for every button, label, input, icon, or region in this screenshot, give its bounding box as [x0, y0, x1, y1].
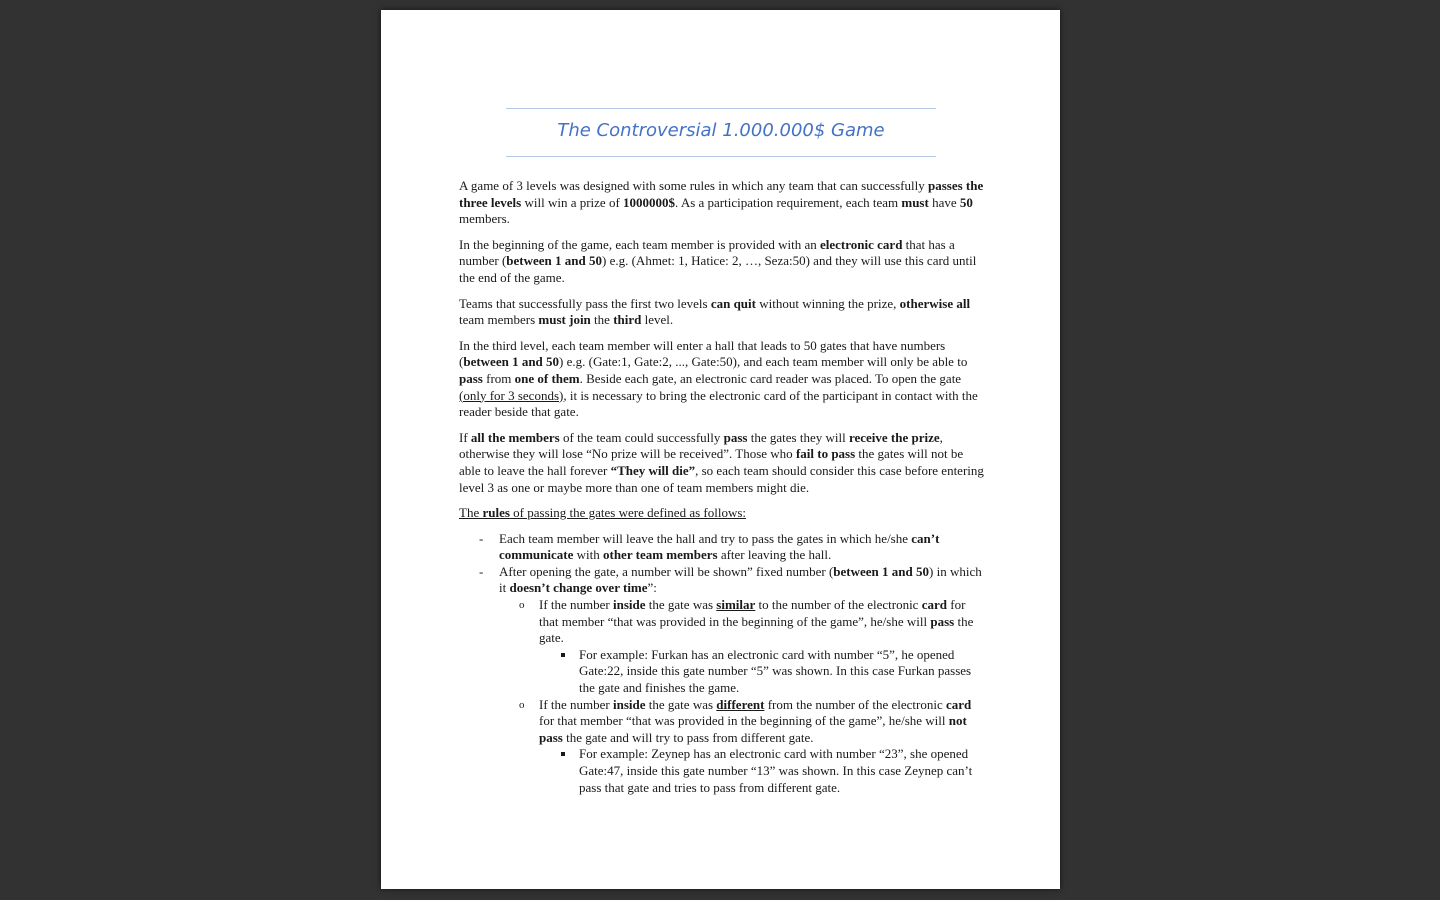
dash-bullet: - [479, 530, 484, 546]
square-bullet [561, 653, 565, 657]
rule-item-fixed-number: - After opening the gate, a number will be shown” fixed number (between 1 and 50) in which it doesn’t change over time”: o If the number inside the gate was similar to the number of the electronic card for that member “that was provided in the beginning of the game”, he/she will pass the gate. For example: Furkan has an electronic card with number “5”, he opened Gate:22, inside this gate number “5” was shown. In this case Furkan passes the gate and finishes the game. o If the number inside the gate was different from the number of the electronic card for that member “that was provided in the beginning of the game”, he/she will not pass the gate and will try to pass from different gate. For example: Zeynep has an electronic card with number “23”, she opened Gate:47, inside this gate number “13” was shown. In this case Zeynep can’t pass that gate and tries to pass from different gate. [459, 564, 985, 796]
rules-heading: The rules of passing the gates were defined as follows: [459, 505, 747, 521]
circle-bullet: o [519, 698, 525, 711]
paragraph-quit-rule: Teams that successfully pass the first two levels can quit without winning the prize, otherwise all team members must join the third level. [459, 295, 971, 328]
example-list [539, 647, 985, 697]
paragraph-prize-condition: If all the members of the team could successfully pass the gates they will receive the prize, otherwise they will lose “No prize will be received”. Those who fail to pass the gates will not be able to leave the hall forever “They will die”, so each team should consider this case before entering level 3 as one or maybe more than one of team members might die. [459, 429, 984, 495]
sub-rules-list [499, 597, 985, 796]
document-title: The Controversial 1.000.000$ Game [557, 120, 885, 141]
rule-item-no-communication: - Each team member will leave the hall and try to pass the gates in which he/she can’t communicate with other team members after leaving the hall. [479, 530, 940, 563]
rules-list [459, 531, 985, 797]
example-furkan: For example: Furkan has an electronic card with number “5”, he opened Gate:22, inside this gate number “5” was shown. In this case Furkan passes the gate and finishes the game. [539, 647, 985, 697]
square-bullet [561, 752, 565, 756]
document-page [381, 10, 1060, 889]
paragraph-third-level: In the third level, each team member will enter a hall that leads to 50 gates that have numbers (between 1 and 50) e.g. (Gate:1, Gate:2, ..., Gate:50), and each team member will only be able to pass from one of them. Beside each gate, an electronic card reader was placed. To open the gate (only for 3 seconds), it is necessary to bring the electronic card of the participant in contact with the reader beside that gate. [459, 337, 978, 420]
paragraph-electronic-card: In the beginning of the game, each team member is provided with an electronic card that has a number (between 1 and 50) e.g. (Ahmet: 1, Hatice: 2, …, Seza:50) and they will use this card until the end of the game. [459, 236, 977, 285]
sub-rule-different: o If the number inside the gate was different from the number of the electronic card for that member “that was provided in the beginning of the game”, he/she will not pass the gate and will try to pass from different gate. For example: Zeynep has an electronic card with number “23”, she opened Gate:47, inside this gate number “13” was shown. In this case Zeynep can’t pass that gate and tries to pass from different gate. [499, 697, 985, 797]
example-list [539, 746, 985, 796]
sub-rule-similar: o If the number inside the gate was similar to the number of the electronic card for that member “that was provided in the beginning of the game”, he/she will pass the gate. For example: Furkan has an electronic card with number “5”, he opened Gate:22, inside this gate number “5” was shown. In this case Furkan passes the gate and finishes the game. [499, 597, 985, 697]
paragraph-intro: A game of 3 levels was designed with some rules in which any team that can successfully passes the three levels will win a prize of 1000000$. As a participation requirement, each team must have 50 members. [459, 178, 984, 227]
title-top-rule [506, 108, 936, 109]
example-zeynep: For example: Zeynep has an electronic card with number “23”, she opened Gate:47, inside this gate number “13” was shown. In this case Zeynep can’t pass that gate and tries to pass from different gate. [539, 746, 985, 796]
dash-bullet: - [479, 563, 484, 579]
document-body [459, 178, 985, 796]
circle-bullet: o [519, 599, 525, 612]
title-bottom-rule [506, 156, 936, 157]
